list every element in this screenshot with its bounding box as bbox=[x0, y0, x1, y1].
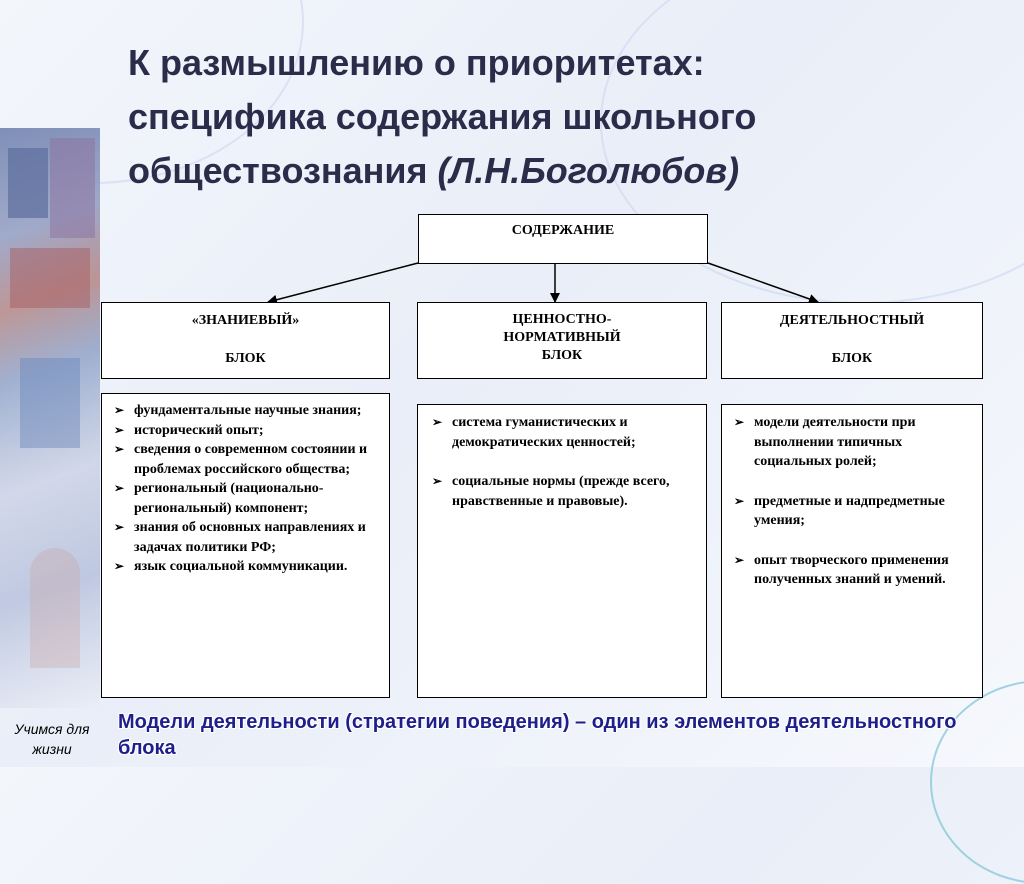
list-item: ➢ предметные и надпредметные умения; bbox=[734, 493, 945, 528]
sidebar-caption: Учимся для жизни bbox=[14, 721, 90, 757]
bullet-arrow-icon: ➢ bbox=[432, 474, 443, 488]
list-item: ➢ фундаментальные научные знания; bbox=[110, 401, 379, 421]
list-item: ➢ опыт творческого применения полученных знаний и умений. bbox=[734, 552, 949, 587]
bullet-arrow-icon: ➢ bbox=[734, 493, 745, 508]
arrow-to-activity-block bbox=[708, 263, 818, 302]
block-header-line-1: ЦЕННОСТНО- bbox=[512, 312, 612, 327]
bullet-arrow-icon: ➢ bbox=[734, 415, 745, 429]
block-header-line-2: НОРМАТИВНЫЙ bbox=[503, 330, 621, 345]
list-item: ➢ сведения о современном состоянии и проблемах российского общества; bbox=[114, 442, 368, 477]
block-content-value-normative bbox=[417, 404, 707, 698]
list-item: ➢ язык социальной коммуникации. bbox=[110, 557, 379, 577]
list-item: ➢ модели деятельности при выполнении типичных социальных ролей; bbox=[734, 415, 916, 469]
block-header-line-3: БЛОК bbox=[225, 351, 266, 366]
activity-list bbox=[730, 413, 972, 590]
list-item: ➢ региональный (национально-региональный) компонент; bbox=[114, 481, 324, 516]
title-author: (Л.Н.Боголюбов) bbox=[437, 150, 740, 191]
block-header-line-2 bbox=[102, 331, 389, 349]
block-header-line-2 bbox=[722, 331, 982, 349]
title-line-2: специфика содержания школьного bbox=[128, 96, 757, 137]
value-normative-list bbox=[428, 413, 692, 511]
block-header-line-3: БЛОК bbox=[831, 351, 873, 366]
block-content-activity bbox=[721, 404, 983, 698]
title-line-1: К размышлению о приоритетах: bbox=[128, 42, 705, 83]
list-item: ➢ система гуманистических и демократических ценностей; bbox=[432, 415, 636, 450]
knowledge-list bbox=[110, 401, 379, 577]
arrow-to-knowledge-block bbox=[268, 263, 418, 302]
bullet-arrow-icon: ➢ bbox=[432, 415, 443, 429]
bullet-arrow-icon: ➢ bbox=[114, 442, 125, 456]
bullet-arrow-icon: ➢ bbox=[734, 552, 745, 567]
bullet-arrow-icon: ➢ bbox=[114, 403, 125, 417]
block-header-knowledge bbox=[101, 302, 390, 379]
list-item: ➢ социальные нормы (прежде всего, нравственные и правовые). bbox=[432, 474, 670, 509]
title-line-3-main: обществознания bbox=[128, 150, 438, 191]
bullet-arrow-icon: ➢ bbox=[114, 520, 125, 534]
block-content-knowledge bbox=[101, 393, 390, 698]
block-header-line-1: ДЕЯТЕЛЬНОСТНЫЙ bbox=[779, 313, 925, 328]
list-item: ➢ знания об основных направлениях и задачах политики РФ; bbox=[114, 520, 366, 555]
bullet-arrow-icon: ➢ bbox=[114, 559, 125, 573]
root-label: СОДЕРЖАНИЕ bbox=[511, 223, 615, 238]
block-header-line-1: «ЗНАНИЕВЫЙ» bbox=[191, 313, 300, 328]
root-content-box bbox=[418, 214, 708, 264]
list-item: ➢ исторический опыт; bbox=[110, 421, 379, 441]
block-header-activity bbox=[721, 302, 983, 379]
block-header-value-normative bbox=[417, 302, 707, 379]
footer-statement: Модели деятельности (стратегии поведения) – один из элементов деятельностного блока bbox=[118, 711, 957, 759]
bullet-arrow-icon: ➢ bbox=[114, 422, 125, 437]
bullet-arrow-icon: ➢ bbox=[114, 481, 125, 495]
block-header-line-3: БЛОК bbox=[541, 348, 583, 363]
